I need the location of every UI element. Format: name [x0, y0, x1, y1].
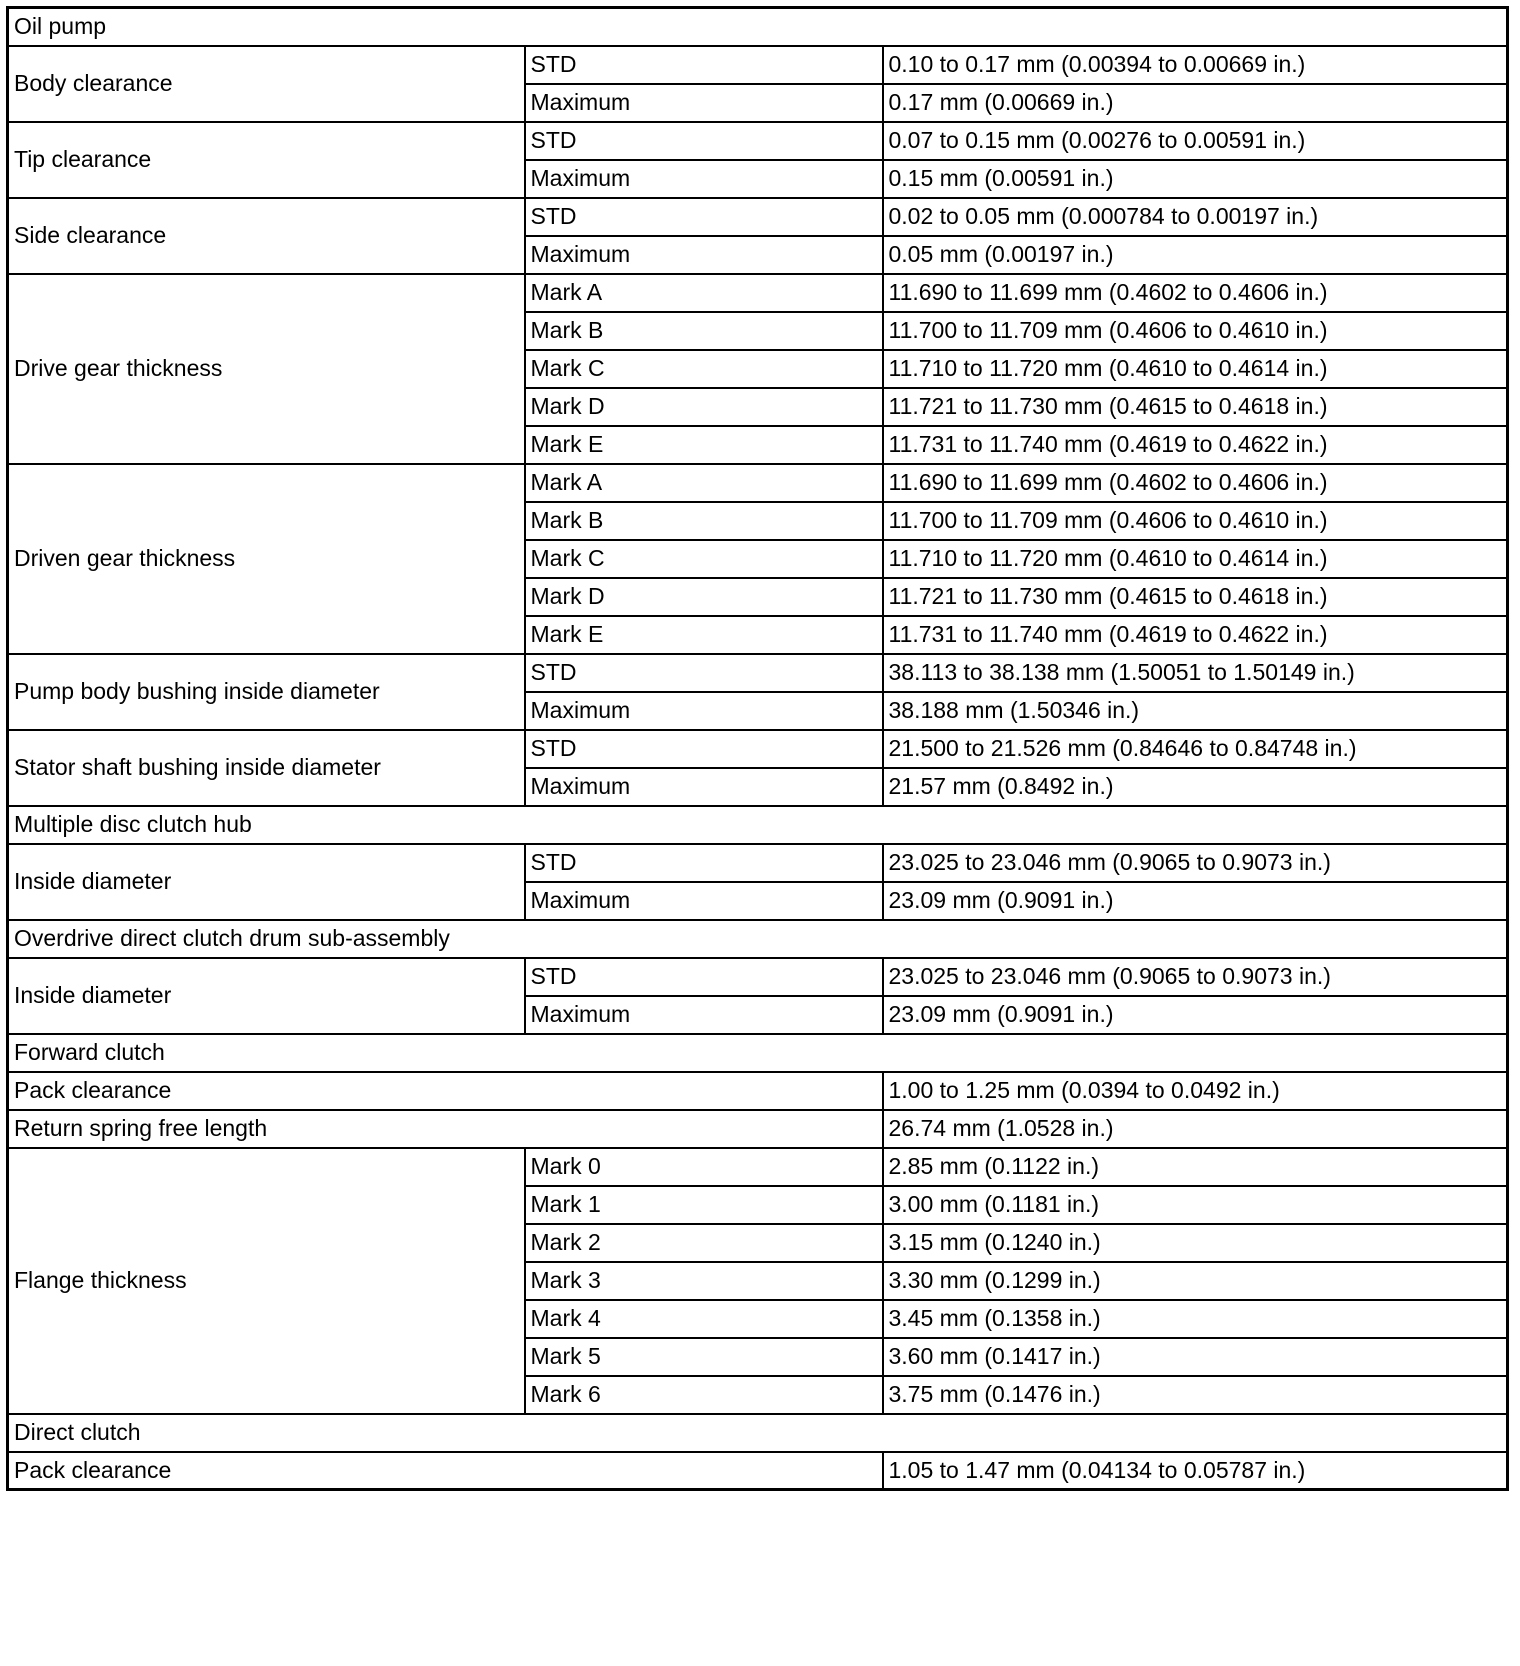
spec-key: Mark A: [525, 464, 883, 502]
spec-value: 3.00 mm (0.1181 in.): [883, 1186, 1508, 1224]
spec-value: 3.45 mm (0.1358 in.): [883, 1300, 1508, 1338]
spec-value: 23.09 mm (0.9091 in.): [883, 882, 1508, 920]
section-row: [8, 806, 1508, 844]
spec-value: 21.500 to 21.526 mm (0.84646 to 0.84748 in.): [883, 730, 1508, 768]
table-row: [8, 844, 1508, 882]
spec-key: STD: [525, 654, 883, 692]
spec-key: Maximum: [525, 84, 883, 122]
spec-key: Mark 0: [525, 1148, 883, 1186]
spec-value: 0.17 mm (0.00669 in.): [883, 84, 1508, 122]
spec-value: 3.75 mm (0.1476 in.): [883, 1376, 1508, 1414]
item-label: Drive gear thickness: [8, 274, 525, 464]
spec-key: Mark 2: [525, 1224, 883, 1262]
table-row: [8, 464, 1508, 502]
section-heading: Multiple disc clutch hub: [8, 806, 1508, 844]
item-label: Driven gear thickness: [8, 464, 525, 654]
spec-key: STD: [525, 122, 883, 160]
table-row: [8, 730, 1508, 768]
spec-key: STD: [525, 730, 883, 768]
spec-key: Mark D: [525, 578, 883, 616]
spec-key: Maximum: [525, 768, 883, 806]
spec-value: 0.07 to 0.15 mm (0.00276 to 0.00591 in.): [883, 122, 1508, 160]
spec-key: Maximum: [525, 996, 883, 1034]
spec-value: 3.15 mm (0.1240 in.): [883, 1224, 1508, 1262]
table-row: [8, 198, 1508, 236]
spec-key: STD: [525, 844, 883, 882]
spec-value: 1.05 to 1.47 mm (0.04134 to 0.05787 in.): [883, 1452, 1508, 1490]
section-heading: Forward clutch: [8, 1034, 1508, 1072]
spec-key: Mark 1: [525, 1186, 883, 1224]
spec-value: 11.700 to 11.709 mm (0.4606 to 0.4610 in.): [883, 502, 1508, 540]
spec-key: STD: [525, 46, 883, 84]
spec-key: Maximum: [525, 882, 883, 920]
table-row: [8, 274, 1508, 312]
spec-key: Mark 4: [525, 1300, 883, 1338]
item-label: Body clearance: [8, 46, 525, 122]
spec-key: Mark E: [525, 426, 883, 464]
spec-key: Mark B: [525, 312, 883, 350]
item-label: Return spring free length: [8, 1110, 883, 1148]
spec-value: 21.57 mm (0.8492 in.): [883, 768, 1508, 806]
spec-key: Mark E: [525, 616, 883, 654]
spec-key: Mark 5: [525, 1338, 883, 1376]
spec-value: 23.025 to 23.046 mm (0.9065 to 0.9073 in.): [883, 844, 1508, 882]
specification-table: [6, 6, 1509, 1491]
table-row: [8, 122, 1508, 160]
spec-key: Mark C: [525, 350, 883, 388]
spec-key: Mark C: [525, 540, 883, 578]
item-label: Inside diameter: [8, 958, 525, 1034]
section-row: [8, 920, 1508, 958]
table-row: [8, 46, 1508, 84]
spec-value: 23.025 to 23.046 mm (0.9065 to 0.9073 in.): [883, 958, 1508, 996]
spec-key: Mark B: [525, 502, 883, 540]
spec-value: 38.113 to 38.138 mm (1.50051 to 1.50149 in.): [883, 654, 1508, 692]
item-label: Flange thickness: [8, 1148, 525, 1414]
spec-value: 11.700 to 11.709 mm (0.4606 to 0.4610 in.): [883, 312, 1508, 350]
spec-key: Maximum: [525, 236, 883, 274]
spec-key: Mark A: [525, 274, 883, 312]
table-row: [8, 1072, 1508, 1110]
spec-key: Mark 3: [525, 1262, 883, 1300]
spec-value: 23.09 mm (0.9091 in.): [883, 996, 1508, 1034]
table-row: [8, 654, 1508, 692]
spec-key: STD: [525, 198, 883, 236]
spec-key: Mark 6: [525, 1376, 883, 1414]
spec-key: Maximum: [525, 160, 883, 198]
table-row: [8, 1148, 1508, 1186]
spec-value: 11.721 to 11.730 mm (0.4615 to 0.4618 in.): [883, 388, 1508, 426]
spec-value: 0.05 mm (0.00197 in.): [883, 236, 1508, 274]
table-row: [8, 1452, 1508, 1490]
spec-value: 38.188 mm (1.50346 in.): [883, 692, 1508, 730]
table-row: [8, 1110, 1508, 1148]
item-label: Pack clearance: [8, 1452, 883, 1490]
spec-value: 11.731 to 11.740 mm (0.4619 to 0.4622 in.): [883, 426, 1508, 464]
table-row: [8, 958, 1508, 996]
section-row: [8, 1034, 1508, 1072]
item-label: Pump body bushing inside diameter: [8, 654, 525, 730]
spec-value: 3.60 mm (0.1417 in.): [883, 1338, 1508, 1376]
spec-value: 0.10 to 0.17 mm (0.00394 to 0.00669 in.): [883, 46, 1508, 84]
item-label: Tip clearance: [8, 122, 525, 198]
spec-value: 11.710 to 11.720 mm (0.4610 to 0.4614 in.): [883, 540, 1508, 578]
spec-value: 11.731 to 11.740 mm (0.4619 to 0.4622 in.): [883, 616, 1508, 654]
section-heading: Direct clutch: [8, 1414, 1508, 1452]
spec-value: 11.710 to 11.720 mm (0.4610 to 0.4614 in.): [883, 350, 1508, 388]
spec-value: 1.00 to 1.25 mm (0.0394 to 0.0492 in.): [883, 1072, 1508, 1110]
item-label: Inside diameter: [8, 844, 525, 920]
spec-value: 0.15 mm (0.00591 in.): [883, 160, 1508, 198]
spec-value: 11.690 to 11.699 mm (0.4602 to 0.4606 in.): [883, 464, 1508, 502]
spec-value: 26.74 mm (1.0528 in.): [883, 1110, 1508, 1148]
item-label: Stator shaft bushing inside diameter: [8, 730, 525, 806]
specification-table-body: [8, 8, 1508, 1490]
section-heading: Oil pump: [8, 8, 1508, 46]
section-row: [8, 1414, 1508, 1452]
spec-key: STD: [525, 958, 883, 996]
section-row: [8, 8, 1508, 46]
spec-value: 0.02 to 0.05 mm (0.000784 to 0.00197 in.): [883, 198, 1508, 236]
spec-key: Maximum: [525, 692, 883, 730]
spec-value: 11.721 to 11.730 mm (0.4615 to 0.4618 in.): [883, 578, 1508, 616]
item-label: Pack clearance: [8, 1072, 883, 1110]
spec-value: 3.30 mm (0.1299 in.): [883, 1262, 1508, 1300]
item-label: Side clearance: [8, 198, 525, 274]
spec-value: 11.690 to 11.699 mm (0.4602 to 0.4606 in.): [883, 274, 1508, 312]
section-heading: Overdrive direct clutch drum sub-assembly: [8, 920, 1508, 958]
spec-key: Mark D: [525, 388, 883, 426]
spec-value: 2.85 mm (0.1122 in.): [883, 1148, 1508, 1186]
